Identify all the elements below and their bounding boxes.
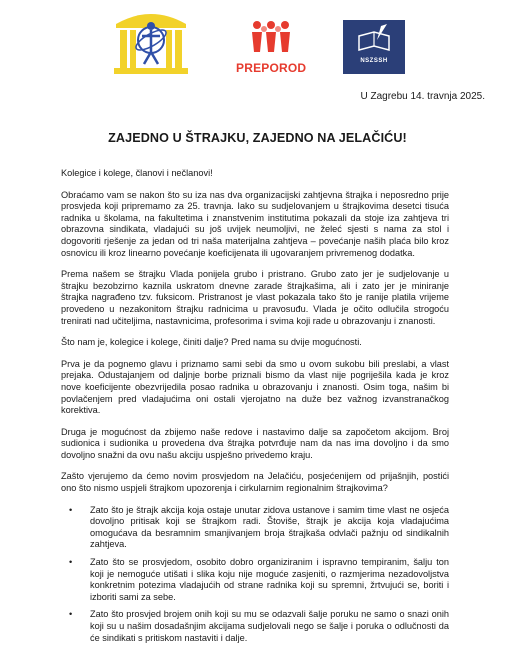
paragraph: Prema našem se štrajku Vlada ponijela grubo i pristrano. Grubo zato jer je sudjelovanje u štrajku bezobzirno kaznila uskratom dnevne zarade štrajkašima, ali i zato jer je miniranje štrajka nagrađeno tzv. fuksicom. Pristranost je vlast pokazala tako što je ranije platila vrijeme provedeno u nezakonitom štrajku radnicima u pravosuđu. Vlada je očito odlučila strogoću trenirati nad učiteljima, nastavnicima, profesorima i svima koji rade u obrazovanju i znanosti. <box>61 269 449 326</box>
paragraph: Prva je da pognemo glavu i priznamo sami sebi da smo u ovom sukobu bili preslabi, a vlast prejaka. Odustajanjem od daljnje borbe priznali bismo da vlast nije pogriješila kada je kroz nove koeficijente obezvrijedila posao radnika u obrazovanju i znanosti. Osim toga, našim bi povlačenjem pred vladajućima oni ostali vjerojatno na duže bez važnog izvanstranačkog korektiva. <box>61 358 449 416</box>
list-item-text: Zato što prosvjed brojem onih koji su mu se odazvali šalje poruku ne samo o snazi onih koji su u našim dosadašnjim akcijama sudjelovali nego se šalje i poruka o odlučnosti da će sindikati s pritiskom nastaviti i dalje. <box>90 609 449 643</box>
paragraph: Druga je mogućnost da zbijemo naše redove i nastavimo dalje sa započetom akcijom. Broj sudionica i sudionika u provedena dva štrajka potvrđuje nam da nas ima dovoljno i da smo dovoljno snažni da ovu našu akciju uspješno privedemo kraju. <box>61 426 449 460</box>
greeting: Kolegice i kolege, članovi i nečlanovi! <box>61 168 213 178</box>
nszssh-logo <box>343 20 405 74</box>
bullet-icon: • <box>69 557 73 568</box>
preporod-label: PREPOROD <box>236 61 307 75</box>
document-body <box>61 168 449 650</box>
list-item <box>61 505 449 551</box>
document-date: U Zagrebu 14. travnja 2025. <box>360 91 485 102</box>
columns-emblem-icon <box>112 6 190 80</box>
list-item <box>61 609 449 644</box>
union-logo-emblem <box>112 6 190 80</box>
list-item <box>61 557 449 603</box>
nszssh-label: NSZSSH <box>360 58 388 64</box>
bullet-list <box>61 505 449 645</box>
header-logos <box>0 6 515 86</box>
list-item-text: Zato što se prosvjedom, osobito dobro organiziranim i ispravno tempiranim, šalju ton koji je nemoguće utišati i slika koju nije moguće zasjeniti, o razmjerima nezadovoljstva konkretnim potezima vladajućih od strane radnika koji su spremni, žrtvujući se, boriti i izboriti sami za sebe. <box>90 557 449 602</box>
paragraph: Što nam je, kolegice i kolege, činiti dalje? Pred nama su dvije mogućnosti. <box>61 337 362 348</box>
people-icon <box>249 20 293 54</box>
bullet-icon: • <box>69 609 73 620</box>
bullet-icon: • <box>69 504 73 515</box>
paragraph: Obraćamo vam se nakon što su iza nas dva organizacijski zahtjevna štrajka i neposredno prije prosvjeda koji pripremamo za 25. travnja. Iako su sudjelovanjem u štrajkovima desetci tisuća radnika u školama, na fakultetima i znanstvenim institutima pokazali da stoje iza zahtjeva tri obrazovna sindikata, vladajući su još uvijek neumoljivi, ne želeć sjesti s nama za stol i dogovoriti rješenje za jedan od tri naša materijalna zahtjeva – povećanje naših plaća bilo kroz osnovicu ili kroz linearno povećanje koeficijenata ili ugovaranjem privremenog dodatka. <box>61 189 449 258</box>
document-title: ZAJEDNO U ŠTRAJKU, ZAJEDNO NA JELAČIĆU! <box>108 131 407 145</box>
book-quill-icon <box>343 20 405 58</box>
preporod-logo <box>236 20 306 82</box>
list-item-text: Zato što je štrajk akcija koja ostaje unutar zidova ustanove i samim time vlast ne osjeća dovoljno pritisak koji se štrajkom radi. Štoviše, štrajk je akcija koja vladajućima omogućava da besramnim smanjivanjem broja štrajkaša odvlači pažnju od sindikalnih zahtjeva. <box>90 504 449 550</box>
paragraph: Zašto vjerujemo da ćemo novim prosvjedom na Jelačiću, posjećenijem od prijašnjih, postići ono što nismo uspjeli štrajkom upozorenja i cirkularnim regionalnim štrajkovima? <box>61 471 449 494</box>
